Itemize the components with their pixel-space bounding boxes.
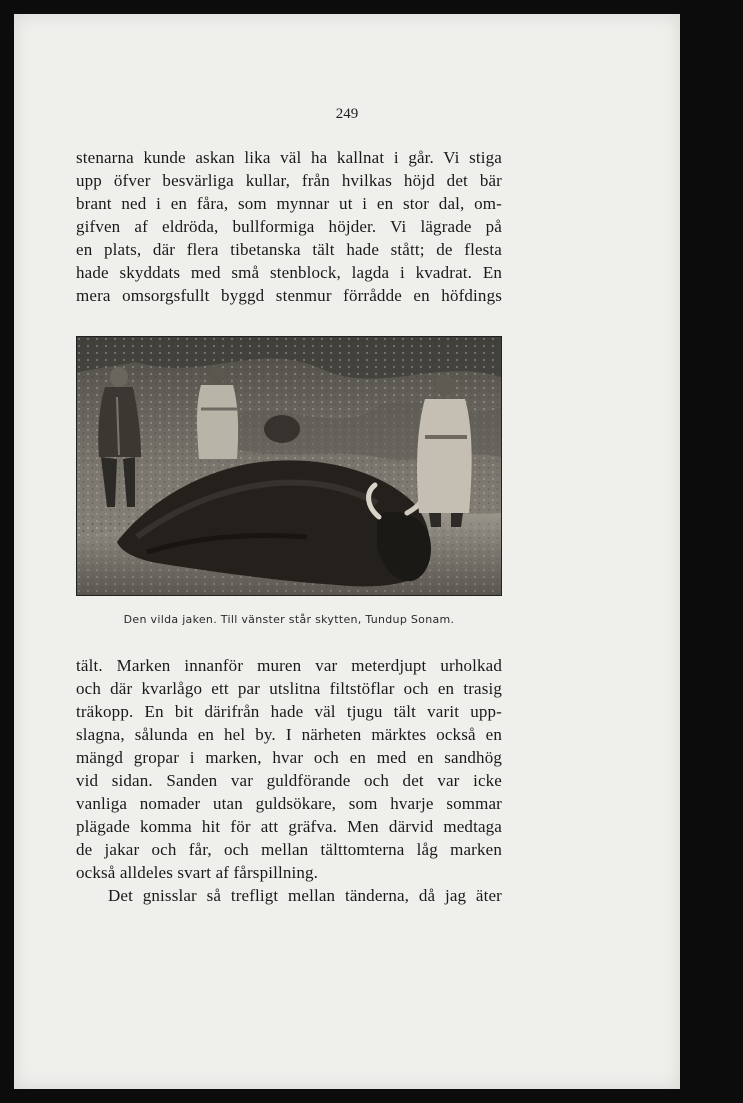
text-line: stenarna kunde askan lika väl ha kallnat i går. Vi stiga [76,148,502,167]
text-line-indented: Det gnisslar så trefligt mellan tänderna, då jag äter [108,886,502,905]
paragraph-bottom [76,654,502,907]
text-line: mera omsorgsfullt byggd stenmur förrådde en höfdings [76,286,502,305]
text-line: gifven af eldröda, bullformiga höjder. Vi lägrade på [76,217,502,236]
text-line: också alldeles svart af fårspillning. [76,863,319,882]
shrub [264,415,300,443]
book-page [14,14,680,1089]
text-line: plägade komma hit för att gräfva. Men därvid medtaga [76,817,502,836]
text-line: upp öfver besvärliga kullar, från hvilkas höjd det bär [76,171,502,190]
text-line: en plats, där flera tibetanska tält hade stått; de flesta [76,240,502,259]
text-line: vid sidan. Sanden var guldförande och det var icke [76,771,502,790]
photograph-wild-yak [76,336,502,596]
text-line: slagna, sålunda en hel by. I närheten märktes också en [76,725,502,744]
text-line: hade skyddats med små stenblock, lagda i kvadrat. En [76,263,502,282]
photo-illustration [77,337,501,595]
paragraph-top [76,146,502,307]
text-line: träkopp. En bit därifrån hade väl tjugu tält varit upp- [76,702,502,721]
text-line: vanliga nomader utan guldsökare, som hvarje sommar [76,794,502,813]
figure-caption: Den vilda jaken. Till vänster står skytten, Tundup Sonam. [123,613,455,626]
page-number: 249 [335,106,359,122]
text-line: mängd gropar i marken, hvar och en med en sandhög [76,748,502,767]
text-line: brant ned i en fåra, som mynnar ut i en stor dal, om- [76,194,502,213]
text-line: tält. Marken innanför muren var meterdjupt urholkad [76,656,502,675]
text-line: de jakar och får, och mellan tälttomterna låg marken [76,840,502,859]
text-line: och där kvarlågo ett par utslitna filtstöflar och en trasig [76,679,502,698]
